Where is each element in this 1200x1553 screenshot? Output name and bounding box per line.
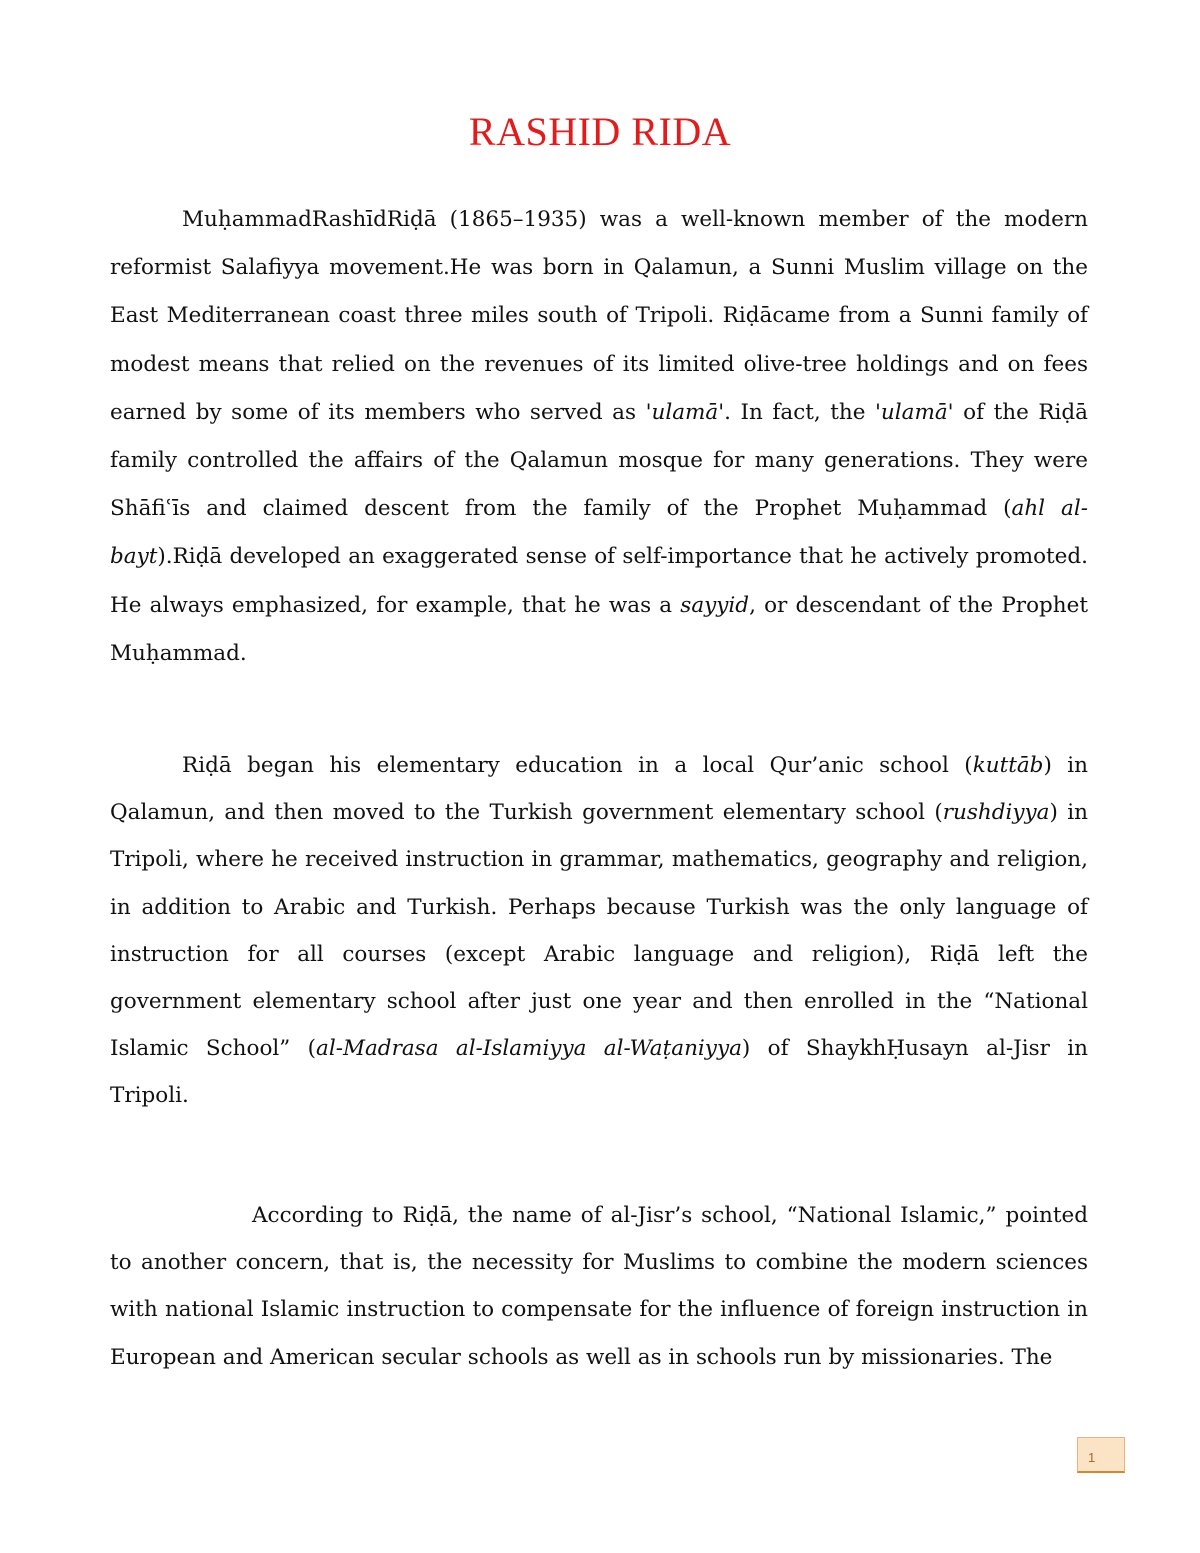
page-number-badge bbox=[1077, 1437, 1125, 1473]
text-run: of the Riḍā family controlled the affairs of the Qalamun mosque for many generations. They were Shāfiʿīs and claimed descent from the family of the Prophet Muḥammad ( bbox=[110, 399, 1088, 522]
text-run: ) in Tripoli, where he received instruction in grammar, mathematics, geography and religion, in addition to Arabic and Turkish. Perhaps because Turkish was the only language of instruction for all courses (except Arabic language and religion), Riḍā left the government elementary school after just one year and then enrolled in the “National Islamic School” ( bbox=[110, 800, 1088, 1062]
text-run: ) of ShaykhḤusayn al-Jisr in Tripoli. bbox=[110, 1036, 1088, 1109]
text-run: ).Riḍā developed an exaggerated sense of self-importance that he actively promoted. He always emphasized, for example, that he was a bbox=[110, 544, 1088, 618]
text-run: , or descendant of the Prophet Muḥammad. bbox=[110, 592, 1088, 666]
italic-term: 'ulamā' bbox=[645, 399, 725, 425]
paragraph-1 bbox=[110, 196, 1088, 678]
paragraph-2 bbox=[110, 742, 1088, 1120]
page-number: 1 bbox=[1088, 1450, 1096, 1465]
text-run: ) in Qalamun, and then moved to the Turkish government elementary school ( bbox=[110, 753, 1088, 826]
text-run: According to Riḍā, the name of al-Jisr’s school, “National Islamic,” pointed to another concern, that is, the necessity for Muslims to combine the modern sciences with national Islamic instruction to compensate for the influence of foreign instruction in European and American secular schools as well as in schools run by missionaries. The bbox=[110, 1203, 1088, 1370]
text-run: MuḥammadRashīdRiḍā (1865–1935) was a well-known member of the modern reformist Salafiyya movement.He was born in Qalamun, a Sunni Muslim village on the East Mediterranean coast three miles south of Tripoli. Riḍācame from a Sunni family of modest means that relied on the revenues of its limited olive-tree holdings and on fees earned by some of its members who served as bbox=[110, 207, 1088, 425]
italic-term: al-Madrasa al-Islamiyya al-Waṭaniyya bbox=[316, 1036, 742, 1062]
page-title: RASHID RIDA bbox=[468, 109, 732, 154]
paragraph-3 bbox=[110, 1192, 1088, 1381]
text-run: . In fact, the bbox=[724, 399, 876, 425]
italic-term: 'ulamā' bbox=[875, 399, 954, 425]
italic-term: sayyid bbox=[680, 592, 750, 618]
italic-term: rushdiyya bbox=[942, 800, 1050, 826]
text-run: Riḍā began his elementary education in a local Qur’anic school ( bbox=[182, 753, 973, 778]
italic-term: ahl al-bayt bbox=[110, 496, 1088, 570]
italic-term: kuttāb bbox=[972, 753, 1044, 778]
